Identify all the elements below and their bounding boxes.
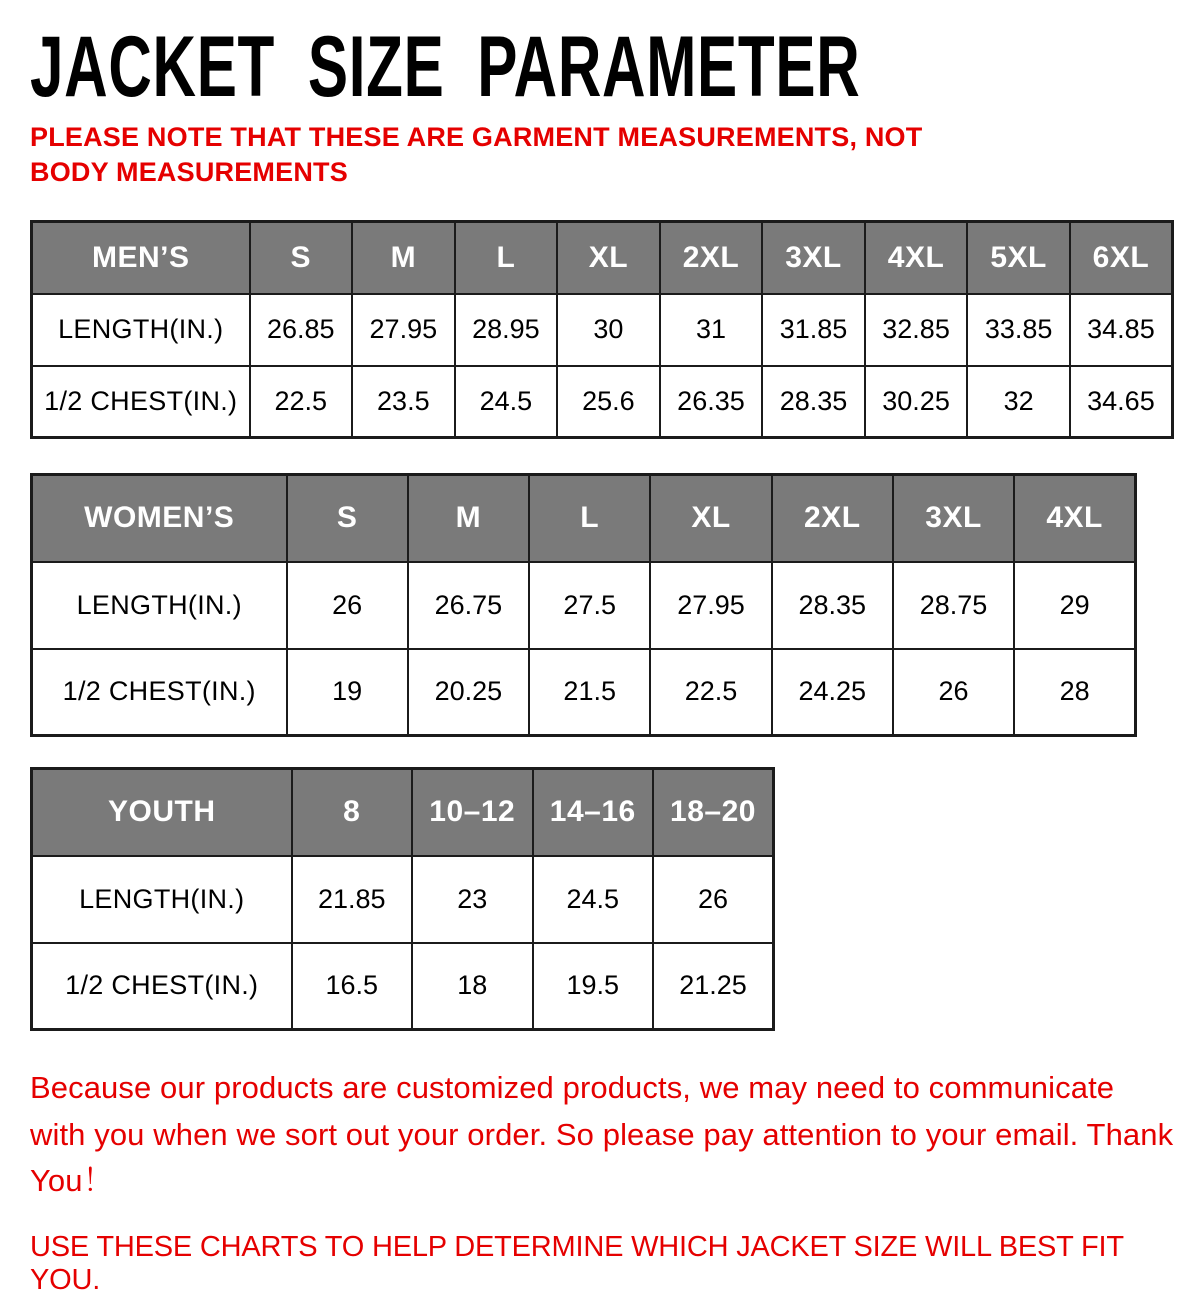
value-cell: 28: [1014, 649, 1135, 736]
page-title: JACKET SIZE PARAMETER: [30, 19, 861, 115]
value-cell: 21.25: [653, 943, 774, 1030]
size-header-cell: 4XL: [1014, 475, 1135, 562]
value-cell: 19.5: [533, 943, 654, 1030]
row-label-cell: LENGTH(IN.): [32, 294, 250, 366]
value-cell: 16.5: [292, 943, 413, 1030]
size-header-cell: 4XL: [865, 222, 968, 294]
value-cell: 32.85: [865, 294, 968, 366]
womens-size-table: [30, 473, 1137, 737]
value-cell: 22.5: [250, 366, 353, 438]
size-header-cell: 10–12: [412, 769, 533, 856]
size-header-cell: L: [455, 222, 558, 294]
row-label-cell: 1/2 CHEST(IN.): [32, 366, 250, 438]
table-title-cell: YOUTH: [32, 769, 292, 856]
value-cell: 28.35: [772, 562, 893, 649]
custom-order-note: Because our products are customized products, we may need to communicate with you when we sort out your order. So please pay attention to your email. Thank You！: [30, 1070, 1174, 1199]
value-cell: 20.25: [408, 649, 529, 736]
chart-usage-instruction: USE THESE CHARTS TO HELP DETERMINE WHICH JACKET SIZE WILL BEST FIT YOU.: [30, 1230, 1124, 1296]
value-cell: 29: [1014, 562, 1135, 649]
value-cell: 27.95: [352, 294, 455, 366]
size-header-row: [32, 222, 1173, 294]
size-header-cell: XL: [650, 475, 771, 562]
row-label-cell: 1/2 CHEST(IN.): [32, 649, 287, 736]
value-cell: 27.5: [529, 562, 650, 649]
size-header-cell: S: [250, 222, 353, 294]
size-header-cell: 18–20: [653, 769, 774, 856]
value-cell: 26: [653, 856, 774, 943]
value-cell: 26: [893, 649, 1014, 736]
size-header-cell: 3XL: [893, 475, 1014, 562]
value-cell: 32: [967, 366, 1070, 438]
value-cell: 31.85: [762, 294, 865, 366]
row-label-cell: 1/2 CHEST(IN.): [32, 943, 292, 1030]
row-label-cell: LENGTH(IN.): [32, 562, 287, 649]
value-cell: 24.5: [533, 856, 654, 943]
value-cell: 26: [287, 562, 408, 649]
measurement-row: [32, 366, 1173, 438]
value-cell: 26.85: [250, 294, 353, 366]
mens-size-table: [30, 220, 1174, 439]
value-cell: 18: [412, 943, 533, 1030]
size-header-row: [32, 769, 774, 856]
size-header-cell: 5XL: [967, 222, 1070, 294]
size-header-cell: 8: [292, 769, 413, 856]
value-cell: 30: [557, 294, 660, 366]
measurement-row: [32, 649, 1136, 736]
value-cell: 22.5: [650, 649, 771, 736]
value-cell: 19: [287, 649, 408, 736]
size-header-cell: M: [352, 222, 455, 294]
value-cell: 23.5: [352, 366, 455, 438]
value-cell: 24.5: [455, 366, 558, 438]
value-cell: 27.95: [650, 562, 771, 649]
size-header-cell: S: [287, 475, 408, 562]
value-cell: 28.95: [455, 294, 558, 366]
value-cell: 34.85: [1070, 294, 1173, 366]
row-label-cell: LENGTH(IN.): [32, 856, 292, 943]
size-header-cell: 2XL: [660, 222, 763, 294]
value-cell: 33.85: [967, 294, 1070, 366]
value-cell: 34.65: [1070, 366, 1173, 438]
size-header-cell: 14–16: [533, 769, 654, 856]
size-header-cell: 3XL: [762, 222, 865, 294]
size-header-row: [32, 475, 1136, 562]
size-header-cell: XL: [557, 222, 660, 294]
measurement-row: [32, 562, 1136, 649]
measurement-row: [32, 294, 1173, 366]
measurement-row: [32, 856, 774, 943]
measurement-row: [32, 943, 774, 1030]
value-cell: 25.6: [557, 366, 660, 438]
value-cell: 21.5: [529, 649, 650, 736]
value-cell: 24.25: [772, 649, 893, 736]
value-cell: 28.35: [762, 366, 865, 438]
size-header-cell: L: [529, 475, 650, 562]
size-header-cell: 2XL: [772, 475, 893, 562]
value-cell: 26.75: [408, 562, 529, 649]
table-title-cell: WOMEN’S: [32, 475, 287, 562]
size-header-cell: M: [408, 475, 529, 562]
value-cell: 31: [660, 294, 763, 366]
value-cell: 30.25: [865, 366, 968, 438]
value-cell: 26.35: [660, 366, 763, 438]
value-cell: 28.75: [893, 562, 1014, 649]
value-cell: 23: [412, 856, 533, 943]
size-header-cell: 6XL: [1070, 222, 1173, 294]
table-title-cell: MEN’S: [32, 222, 250, 294]
value-cell: 21.85: [292, 856, 413, 943]
garment-measurement-note: PLEASE NOTE THAT THESE ARE GARMENT MEASUREMENTS, NOT BODY MEASUREMENTS: [30, 122, 923, 188]
youth-size-table: [30, 767, 775, 1031]
